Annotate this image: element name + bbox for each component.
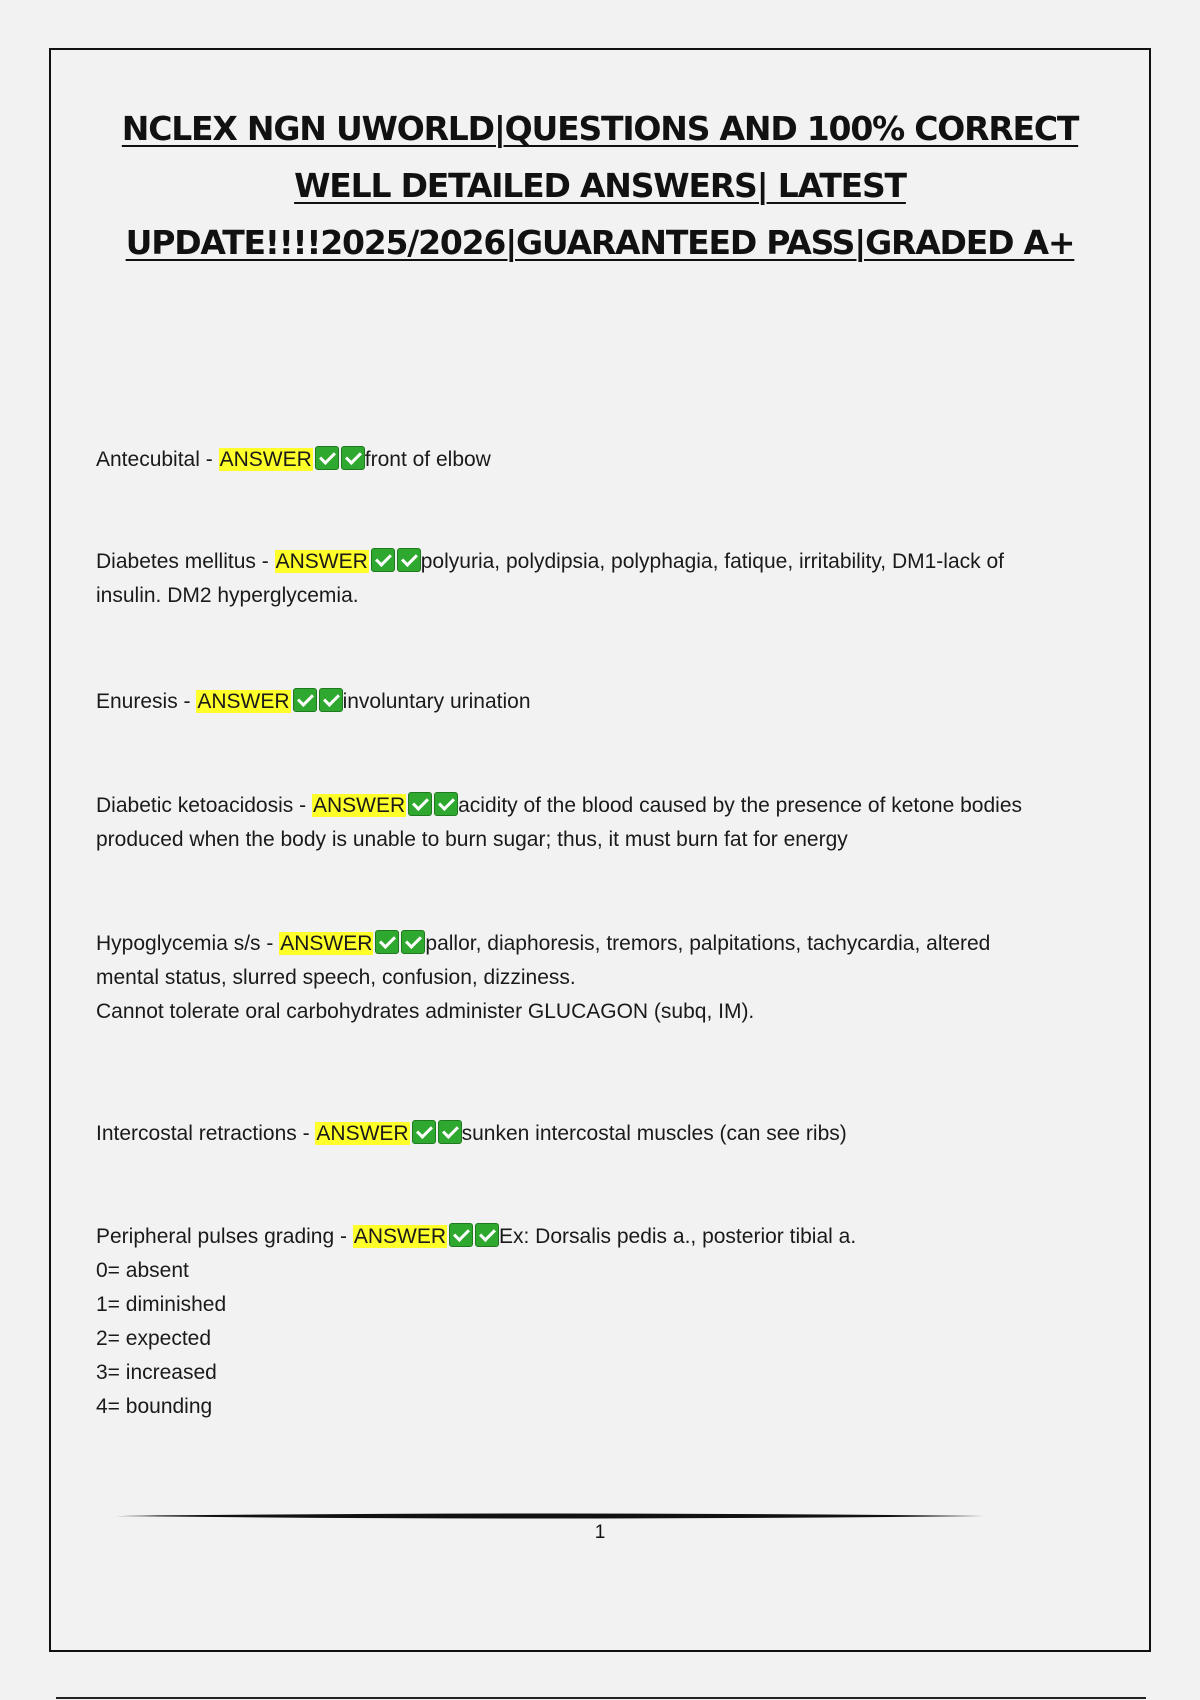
- checkmark-icon: [293, 688, 317, 712]
- grade-item: 2= expected: [96, 1327, 212, 1350]
- checkmark-icon: [401, 930, 425, 954]
- entry-peripheral-pulses: [96, 1220, 1056, 1424]
- checkmark-icon: [341, 446, 365, 470]
- entry-answer: polyuria, polydipsia, polyphagia, fatique, irritability, DM1-lack of insulin. DM2 hyperglycemia.: [96, 550, 1004, 607]
- entry-line: [96, 685, 1056, 719]
- checkmark-icon: [319, 688, 343, 712]
- footer-divider: [116, 1512, 984, 1520]
- entry-diabetic-ketoacidosis: [96, 789, 1056, 857]
- checkmark-icon: [371, 548, 395, 572]
- answer-label: ANSWER: [275, 550, 368, 573]
- checkmark-icon: [449, 1223, 473, 1247]
- checkmark-icon: [408, 792, 432, 816]
- entry-term: Diabetic ketoacidosis -: [96, 794, 312, 817]
- entry-hypoglycemia: [96, 927, 1056, 1029]
- checkmark-icon: [434, 792, 458, 816]
- entry-diabetes-mellitus: [96, 545, 1056, 613]
- document-title: NCLEX NGN UWORLD|QUESTIONS AND 100% CORRECT WELL DETAILED ANSWERS| LATEST UPDATE!!!!2025/2026|GUARANTEED PASS|GRADED A+: [121, 109, 1079, 262]
- entry-term: Antecubital -: [96, 448, 219, 471]
- entry-line: [96, 545, 1056, 613]
- answer-label: ANSWER: [316, 1122, 409, 1145]
- entry-line: [96, 789, 1056, 857]
- answer-label: ANSWER: [197, 690, 290, 713]
- grade-item: 1= diminished: [96, 1293, 227, 1316]
- answer-label: ANSWER: [219, 448, 312, 471]
- entry-line: [96, 443, 1056, 477]
- checkmark-icon: [375, 930, 399, 954]
- answer-label: ANSWER: [353, 1225, 446, 1248]
- entry-line: [96, 927, 1056, 995]
- entry-line: [96, 1117, 1056, 1151]
- entry-line: [96, 1220, 1056, 1254]
- answer-label: ANSWER: [312, 794, 406, 817]
- entry-answer: involuntary urination: [342, 690, 531, 713]
- entry-extra: Cannot tolerate oral carbohydrates administer GLUCAGON (subq, IM).: [96, 1000, 755, 1023]
- grade-item: 3= increased: [96, 1361, 217, 1384]
- checkmark-icon: [397, 548, 421, 572]
- entry-answer: pallor, diaphoresis, tremors, palpitations, tachycardia, altered mental status, slurred speech, confusion, dizziness.: [96, 932, 991, 989]
- entry-answer: Ex: Dorsalis pedis a., posterior tibial a.: [499, 1225, 857, 1248]
- next-page-edge: [56, 1697, 1146, 1699]
- answer-label: ANSWER: [280, 932, 373, 955]
- entry-term: Peripheral pulses grading -: [96, 1225, 353, 1248]
- grade-item: 4= bounding: [96, 1395, 213, 1418]
- page-number: 1: [594, 1522, 606, 1543]
- entry-answer: sunken intercostal muscles (can see ribs): [461, 1122, 847, 1145]
- checkmark-icon: [315, 446, 339, 470]
- checkmark-icon: [438, 1120, 462, 1144]
- entry-answer: front of elbow: [364, 448, 491, 471]
- entry-term: Diabetes mellitus -: [96, 550, 275, 573]
- entry-term: Enuresis -: [96, 690, 197, 713]
- entry-intercostal-retractions: [96, 1117, 1056, 1151]
- entry-antecubital: [96, 443, 1056, 477]
- entry-enuresis: [96, 685, 1056, 719]
- entry-term: Hypoglycemia s/s -: [96, 932, 280, 955]
- checkmark-icon: [412, 1120, 436, 1144]
- checkmark-icon: [475, 1223, 499, 1247]
- entry-term: Intercostal retractions -: [96, 1122, 316, 1145]
- grade-item: 0= absent: [96, 1259, 189, 1282]
- entry-answer: acidity of the blood caused by the presence of ketone bodies produced when the body is unable to burn sugar; thus, it must burn fat for energy: [96, 794, 1023, 851]
